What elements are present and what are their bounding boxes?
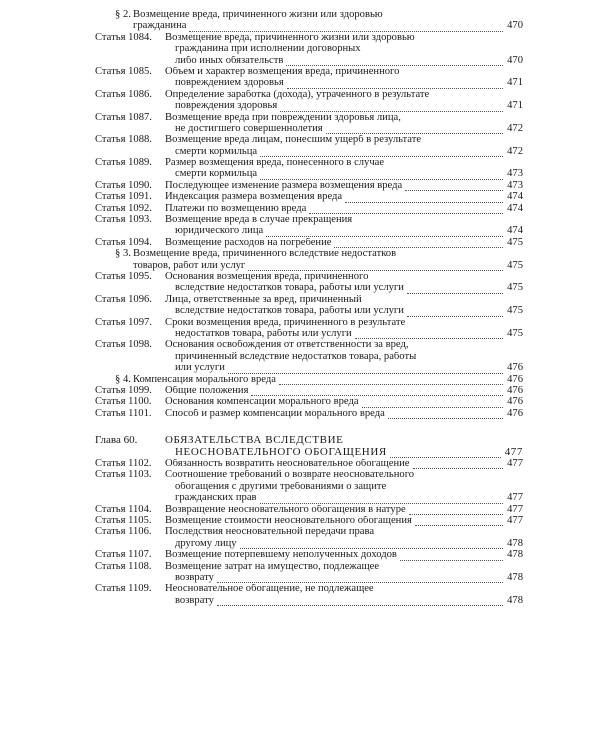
page-number: 476 xyxy=(504,375,523,386)
dot-leader xyxy=(260,156,503,157)
entry-title-line: вследствие недостатков товара, работы или услуги xyxy=(175,306,404,317)
entry-title-line: Возмещение вреда, причиненного жизни или здоровью xyxy=(165,32,415,43)
toc-line xyxy=(95,329,523,340)
entry-title-line: обогащения с другими требованиями о защите xyxy=(175,481,387,492)
page-number: 473 xyxy=(504,169,523,180)
page-number: 478 xyxy=(504,596,523,607)
entry-label: Статья 1098. xyxy=(95,339,152,351)
toc-entry[interactable] xyxy=(95,181,523,192)
toc-entry[interactable] xyxy=(95,584,523,607)
entry-label: Статья 1084. xyxy=(95,31,152,43)
toc-line xyxy=(95,306,523,317)
entry-title-line: Платежи по возмещению вреда xyxy=(165,203,307,214)
entry-label: § 4. xyxy=(115,373,131,385)
page-number: 475 xyxy=(504,283,523,294)
toc-line xyxy=(95,215,523,226)
toc-line xyxy=(95,90,523,101)
page-number: 471 xyxy=(504,78,523,89)
entry-label: Статья 1101. xyxy=(95,407,152,419)
toc-line xyxy=(95,78,523,89)
entry-label: Статья 1085. xyxy=(95,65,152,77)
entry-label: Глава 60. xyxy=(95,434,138,447)
entry-title-line: возврату xyxy=(175,595,214,606)
toc-entry[interactable] xyxy=(95,435,523,459)
toc-line xyxy=(95,340,523,351)
entry-title-line: НЕОСНОВАТЕЛЬНОГО ОБОГАЩЕНИЯ xyxy=(175,447,387,459)
entry-title-line: Лица, ответственные за вред, причиненный xyxy=(165,294,362,305)
entry-title-line: гражданских прав xyxy=(175,493,257,504)
toc-line xyxy=(95,192,523,203)
toc-line xyxy=(95,550,523,561)
dot-leader xyxy=(407,316,503,317)
dot-leader xyxy=(334,247,503,248)
toc-entry[interactable] xyxy=(95,562,523,585)
toc-line xyxy=(95,573,523,584)
entry-label: Статья 1109. xyxy=(95,583,152,595)
dot-leader xyxy=(390,457,501,458)
page-number: 470 xyxy=(504,56,523,67)
page-number: 475 xyxy=(504,329,523,340)
entry-label: Статья 1105. xyxy=(95,515,152,527)
toc-line xyxy=(95,409,523,420)
entry-title-line: Основания возмещения вреда, причиненного xyxy=(165,271,369,282)
toc-line xyxy=(95,459,523,470)
entry-label: § 2. xyxy=(115,9,131,20)
page-number: 471 xyxy=(504,101,523,112)
dot-leader xyxy=(405,190,503,191)
toc-entry[interactable] xyxy=(95,272,523,295)
entry-label: Статья 1091. xyxy=(95,191,152,203)
toc-entry[interactable] xyxy=(95,409,523,420)
page-number: 474 xyxy=(504,204,523,215)
toc-line xyxy=(95,562,523,573)
dot-leader xyxy=(217,605,503,606)
toc-entry[interactable] xyxy=(95,158,523,181)
toc-line xyxy=(95,352,523,363)
toc-entry[interactable] xyxy=(95,90,523,113)
page-number: 478 xyxy=(504,539,523,550)
toc-entry[interactable] xyxy=(95,204,523,215)
dot-leader xyxy=(286,65,503,66)
page-number: 476 xyxy=(504,363,523,374)
entry-title-line: не достигшего совершеннолетия xyxy=(175,123,323,134)
toc-entry[interactable] xyxy=(95,33,523,67)
entry-title-line: Индексация размера возмещения вреда xyxy=(165,192,343,203)
toc-line xyxy=(95,283,523,294)
toc-entry[interactable] xyxy=(95,470,523,504)
entry-title-line: Сроки возмещения вреда, причиненного в результате xyxy=(165,317,406,328)
toc-line xyxy=(95,44,523,55)
entry-title-line: другому лицу xyxy=(175,538,237,549)
toc-entry[interactable] xyxy=(95,527,523,550)
entry-title-line: Размер возмещения вреда, понесенного в случае xyxy=(165,158,385,169)
toc-line xyxy=(95,482,523,493)
toc-line xyxy=(95,318,523,329)
toc-line xyxy=(95,272,523,283)
dot-leader xyxy=(260,179,503,180)
dot-leader xyxy=(415,525,503,526)
toc-entry[interactable] xyxy=(95,505,523,516)
entry-label: Статья 1100. xyxy=(95,396,152,408)
dot-leader xyxy=(266,236,503,237)
toc-entry[interactable] xyxy=(95,192,523,203)
page-number: 476 xyxy=(504,386,523,397)
page-number: 477 xyxy=(504,516,523,527)
entry-label: Статья 1087. xyxy=(95,111,152,123)
entry-label: § 3. xyxy=(115,248,131,260)
dot-leader xyxy=(345,202,503,203)
entry-title-line: Соотношение требований о возврате неосновательного xyxy=(165,470,415,481)
toc-entry[interactable] xyxy=(95,135,523,158)
dot-leader xyxy=(251,395,503,396)
entry-label: Статья 1108. xyxy=(95,560,152,572)
dot-leader xyxy=(388,418,503,419)
toc-line xyxy=(95,226,523,237)
entry-title-line: Возмещение вреда при повреждении здоровья лица, xyxy=(165,112,401,123)
entry-label: Статья 1089. xyxy=(95,157,152,169)
toc-line xyxy=(95,505,523,516)
toc-entry[interactable] xyxy=(95,238,523,249)
toc-line xyxy=(95,435,523,447)
toc-line xyxy=(95,113,523,124)
entry-label: Статья 1090. xyxy=(95,179,152,191)
page-number: 477 xyxy=(504,493,523,504)
page-number: 477 xyxy=(502,447,523,458)
toc-line xyxy=(95,10,523,21)
entry-title-line: вследствие недостатков товара, работы или услуги xyxy=(175,283,404,294)
page-number: 477 xyxy=(504,505,523,516)
page-number: 478 xyxy=(504,573,523,584)
dot-leader xyxy=(413,468,504,469)
entry-label: Статья 1094. xyxy=(95,236,152,248)
entry-label: Статья 1107. xyxy=(95,549,152,561)
dot-leader xyxy=(217,582,503,583)
page-number: 476 xyxy=(504,409,523,420)
toc-line xyxy=(95,181,523,192)
page-number: 475 xyxy=(504,238,523,249)
entry-title-line: Объем и характер возмещения вреда, причиненного xyxy=(165,66,400,77)
entry-title-line: возврату xyxy=(175,572,214,583)
entry-title-line: Возмещение стоимости неосновательного обогащения xyxy=(165,516,412,527)
page-number: 475 xyxy=(504,261,523,272)
toc-line xyxy=(95,386,523,397)
entry-title-line: Возмещение затрат на имущество, подлежащее xyxy=(165,561,380,572)
toc-entry[interactable] xyxy=(95,318,523,341)
dot-leader xyxy=(400,560,503,561)
toc-entry[interactable] xyxy=(95,459,523,470)
entry-label: Статья 1106. xyxy=(95,526,152,538)
toc-entry[interactable] xyxy=(95,516,523,527)
entry-label: Статья 1099. xyxy=(95,384,152,396)
toc-line xyxy=(95,363,523,374)
dot-leader xyxy=(280,111,503,112)
dot-leader xyxy=(407,293,503,294)
toc-entry[interactable] xyxy=(95,215,523,238)
toc-line xyxy=(95,56,523,67)
toc-line xyxy=(95,169,523,180)
page-number: 474 xyxy=(504,226,523,237)
toc-line xyxy=(95,21,523,32)
table-of-contents xyxy=(95,10,523,607)
toc-entry[interactable] xyxy=(95,550,523,561)
toc-entry[interactable] xyxy=(95,67,523,90)
toc-line xyxy=(95,261,523,272)
page-number: 474 xyxy=(504,192,523,203)
toc-line xyxy=(95,101,523,112)
dot-leader xyxy=(362,407,504,408)
toc-line xyxy=(95,527,523,538)
toc-line xyxy=(95,493,523,504)
toc-line xyxy=(95,147,523,158)
page-number: 475 xyxy=(504,306,523,317)
dot-leader xyxy=(260,503,504,504)
dot-leader xyxy=(279,384,503,385)
entry-title-line: Определение заработка (дохода), утраченного в результате xyxy=(165,89,430,100)
page-number: 472 xyxy=(504,147,523,158)
entry-title-line: Возмещение вреда, причиненного жизни или здоровью xyxy=(133,10,383,20)
entry-label: Статья 1102. xyxy=(95,458,152,470)
toc-line xyxy=(95,295,523,306)
page-number: 478 xyxy=(504,550,523,561)
dot-leader xyxy=(326,133,503,134)
page-number: 470 xyxy=(504,21,523,32)
entry-label: Статья 1086. xyxy=(95,88,152,100)
entry-title-line: Последствия неосновательной передачи права xyxy=(165,527,375,538)
toc-entry[interactable] xyxy=(95,249,523,272)
toc-line xyxy=(95,249,523,260)
entry-label: Статья 1095. xyxy=(95,270,152,282)
dot-leader xyxy=(309,213,503,214)
toc-entry[interactable] xyxy=(95,397,523,408)
dot-leader xyxy=(228,373,503,374)
entry-title-line: Обязанность возвратить неосновательное обогащение xyxy=(165,459,410,470)
entry-title-line: Компенсация морального вреда xyxy=(133,374,276,385)
page-number: 472 xyxy=(504,124,523,135)
entry-title-line: Возмещение расходов на погребение xyxy=(165,237,332,248)
toc-line xyxy=(95,470,523,481)
toc-entry[interactable] xyxy=(95,295,523,318)
entry-title-line: юридического лица xyxy=(175,226,264,237)
entry-title-line: Основания компенсации морального вреда xyxy=(165,397,359,408)
entry-title-line: повреждением здоровья xyxy=(175,78,284,89)
toc-line xyxy=(95,135,523,146)
entry-title-line: либо иных обязательств xyxy=(175,55,284,66)
toc-line xyxy=(95,33,523,44)
entry-title-line: смерти кормильца xyxy=(175,146,258,157)
entry-label: Статья 1097. xyxy=(95,316,152,328)
entry-title-line: повреждения здоровья xyxy=(175,101,278,112)
entry-title-line: гражданина xyxy=(133,21,187,32)
dot-leader xyxy=(240,548,504,549)
toc-entry[interactable] xyxy=(95,10,523,33)
page-number: 476 xyxy=(504,397,523,408)
toc-line xyxy=(95,124,523,135)
entry-label: Статья 1103. xyxy=(95,469,152,481)
toc-line xyxy=(95,447,523,459)
entry-title-line: Возвращение неосновательного обогащения в натуре xyxy=(165,504,406,515)
entry-title-line: товаров, работ или услуг xyxy=(133,260,246,271)
entry-label: Статья 1096. xyxy=(95,293,152,305)
toc-line xyxy=(95,516,523,527)
entry-title-line: Способ и размер компенсации морального вреда xyxy=(165,408,385,419)
entry-label: Статья 1104. xyxy=(95,503,152,515)
entry-title-line: Возмещение вреда в случае прекращения xyxy=(165,215,353,226)
toc-entry[interactable] xyxy=(95,386,523,397)
toc-line xyxy=(95,596,523,607)
entry-title-line: Возмещение вреда лицам, понесшим ущерб в результате xyxy=(165,135,422,146)
entry-title-line: Последующее изменение размера возмещения вреда xyxy=(165,180,403,191)
entry-title-line: Неосновательное обогащение, не подлежащее xyxy=(165,584,374,595)
entry-title-line: Основания освобождения от ответственности за вред, xyxy=(165,340,409,351)
toc-line xyxy=(95,584,523,595)
toc-line xyxy=(95,67,523,78)
dot-leader xyxy=(409,514,503,515)
toc-line xyxy=(95,375,523,386)
entry-title-line: Возмещение вреда, причиненного вследствие недостатков xyxy=(133,249,397,260)
dot-leader xyxy=(355,338,503,339)
entry-label: Статья 1093. xyxy=(95,214,152,226)
dot-leader xyxy=(189,31,503,32)
entry-title-line: недостатков товара, работы или услуги xyxy=(175,328,352,339)
toc-line xyxy=(95,238,523,249)
entry-title-line: Возмещение потерпевшему неполученных доходов xyxy=(165,550,397,561)
entry-title-line: Общие положения xyxy=(165,385,249,396)
entry-title-line: гражданина при исполнении договорных xyxy=(175,44,361,55)
toc-line xyxy=(95,539,523,550)
toc-entry[interactable] xyxy=(95,375,523,386)
toc-line xyxy=(95,158,523,169)
toc-line xyxy=(95,204,523,215)
dot-leader xyxy=(248,270,503,271)
entry-title-line: ОБЯЗАТЕЛЬСТВА ВСЛЕДСТВИЕ xyxy=(165,435,344,447)
entry-title-line: или услуги xyxy=(175,363,225,374)
entry-title-line: смерти кормильца xyxy=(175,169,258,180)
toc-entry[interactable] xyxy=(95,340,523,374)
entry-title-line: причиненный вследствие недостатков товара, работы xyxy=(175,351,417,362)
page-number: 477 xyxy=(504,459,523,470)
entry-label: Статья 1092. xyxy=(95,202,152,214)
toc-line xyxy=(95,397,523,408)
toc-entry[interactable] xyxy=(95,113,523,136)
page-number: 473 xyxy=(504,181,523,192)
entry-label: Статья 1088. xyxy=(95,134,152,146)
dot-leader xyxy=(287,88,503,89)
